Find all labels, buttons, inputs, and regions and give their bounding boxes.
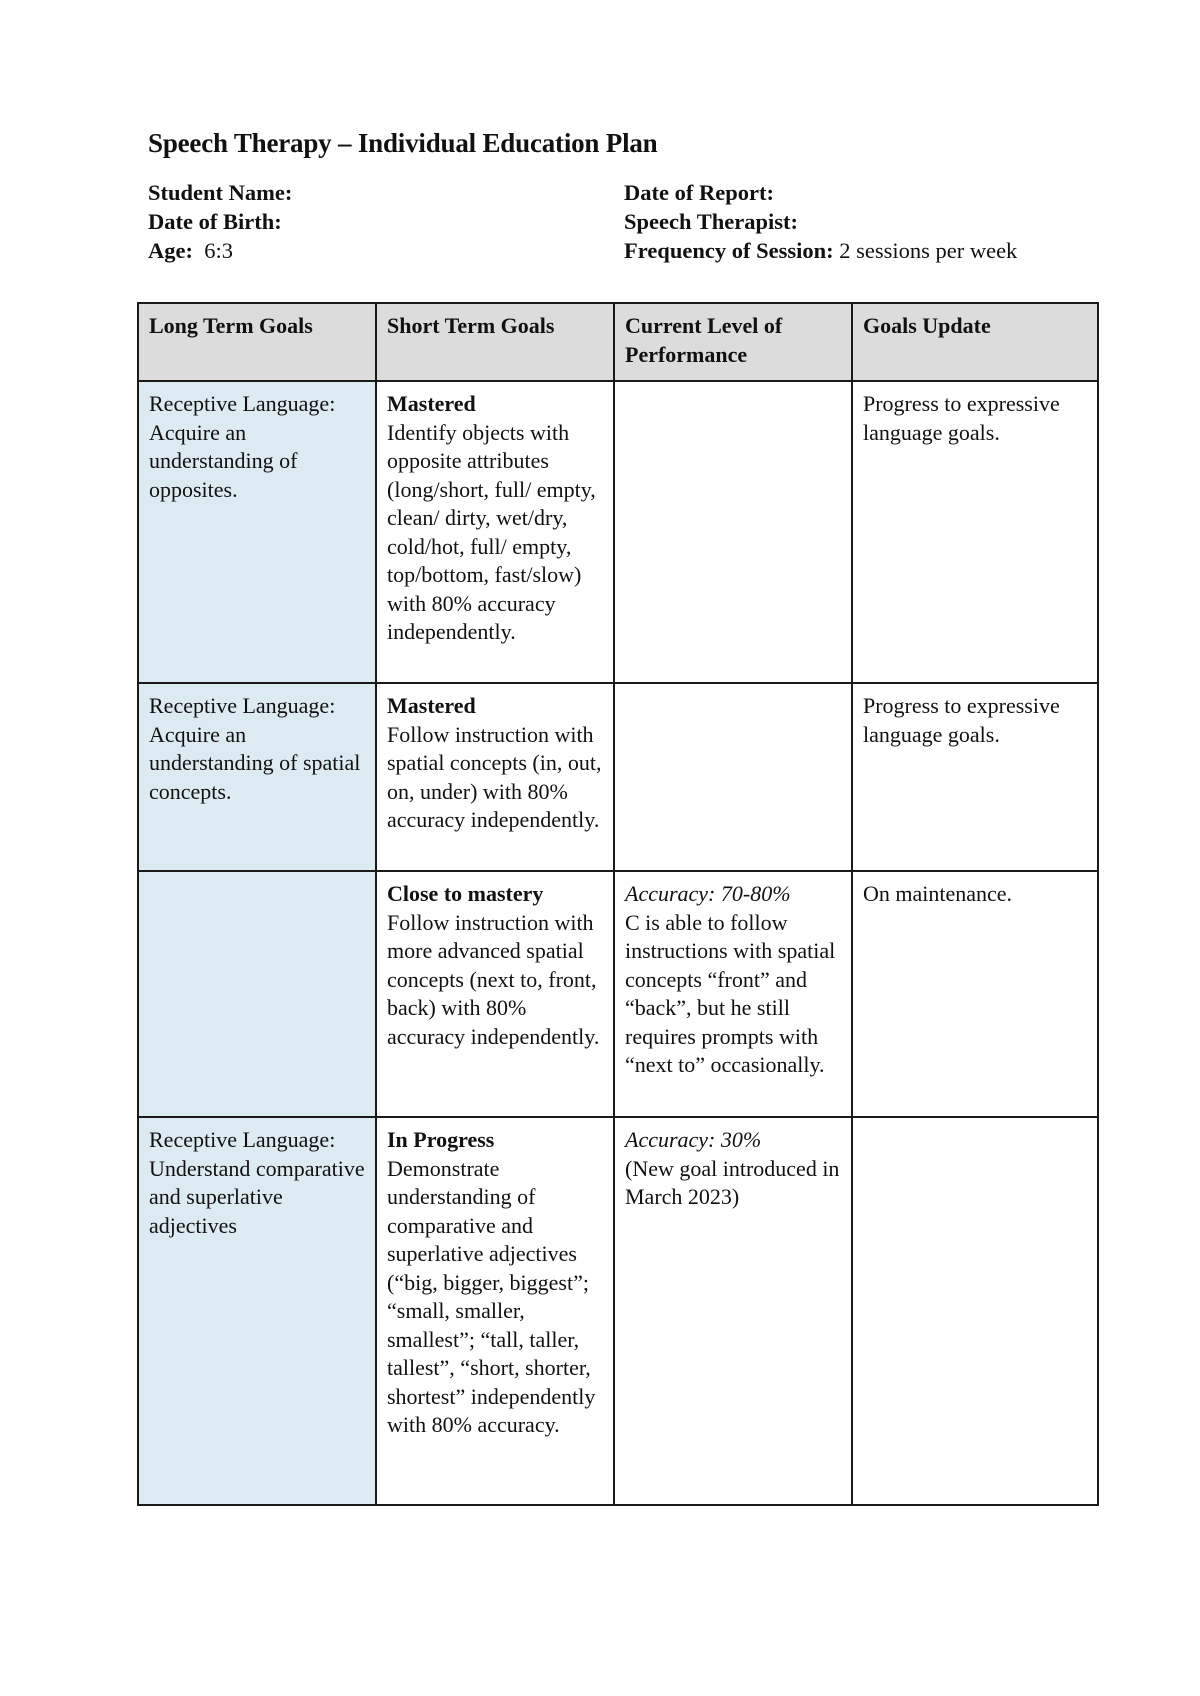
student-name-label: Student Name: (148, 180, 293, 205)
table-header-row (138, 303, 1098, 381)
frequency-label: Frequency of Session: (624, 238, 834, 263)
age-row (148, 236, 292, 265)
frequency-value: 2 sessions per week (839, 238, 1018, 263)
age-value: 6:3 (204, 238, 233, 263)
table-row (138, 1117, 1098, 1505)
performance-text: C is able to follow instructions with spatial concepts “front” and “back”, but he still requires prompts with “next to” occasionally. (625, 909, 836, 1077)
goals-update-cell (852, 1117, 1098, 1505)
frequency-row (624, 236, 1017, 265)
document-title: Speech Therapy – Individual Education Plan (148, 128, 658, 158)
short-term-goal-text: Follow instruction with more advanced spatial concepts (next to, front, back) with 80% accuracy independently. (387, 909, 600, 1049)
goals-table (137, 302, 1099, 1506)
short-term-goal-cell (376, 381, 614, 683)
short-term-goal-cell (376, 1117, 614, 1505)
therapist-label: Speech Therapist: (624, 209, 798, 234)
goals-update-cell: Progress to expressive language goals. (852, 683, 1098, 871)
goal-status: Mastered (387, 391, 476, 416)
goal-status: In Progress (387, 1127, 495, 1152)
short-term-goal-text: Follow instruction with spatial concepts (in, out, on, under) with 80% accuracy independently. (387, 721, 602, 832)
short-term-goal-cell (376, 871, 614, 1117)
performance-cell (614, 871, 852, 1117)
long-term-goal-cell: Receptive Language: Understand comparative and superlative adjectives (138, 1117, 376, 1505)
accuracy-text: Accuracy: 70-80% (625, 881, 791, 906)
table-row (138, 381, 1098, 683)
short-term-goal-text: Demonstrate understanding of comparative and superlative adjectives (“big, bigger, biggest”; “small, smaller, smallest”; “tall, taller, tallest”, “short, shorter, shortest” independently with 80% accuracy. (387, 1155, 596, 1437)
performance-cell (614, 1117, 852, 1505)
report-info (624, 178, 1017, 265)
header-current-level: Current Level of Performance (614, 303, 852, 381)
long-term-goal-cell (138, 871, 376, 1117)
performance-cell (614, 683, 852, 871)
table-row (138, 683, 1098, 871)
dob-label: Date of Birth: (148, 209, 282, 234)
performance-text: (New goal introduced in March 2023) (625, 1155, 840, 1209)
dob-row (148, 207, 292, 236)
short-term-goal-text: Identify objects with opposite attributes (long/short, full/ empty, clean/ dirty, wet/dry, cold/hot, full/ empty, top/bottom, fast/slow) with 80% accuracy independently. (387, 419, 596, 644)
short-term-goal-cell (376, 683, 614, 871)
header-long-term-goals: Long Term Goals (138, 303, 376, 381)
long-term-goal-cell: Receptive Language: Acquire an understanding of spatial concepts. (138, 683, 376, 871)
goal-status: Close to mastery (387, 881, 544, 906)
goals-update-cell: On maintenance. (852, 871, 1098, 1117)
performance-cell (614, 381, 852, 683)
report-date-label: Date of Report: (624, 180, 774, 205)
age-label: Age: (148, 238, 193, 263)
goal-status: Mastered (387, 693, 476, 718)
table-row (138, 871, 1098, 1117)
goals-update-cell: Progress to expressive language goals. (852, 381, 1098, 683)
student-name-row (148, 178, 292, 207)
student-info (148, 178, 292, 265)
header-goals-update: Goals Update (852, 303, 1098, 381)
therapist-row (624, 207, 1017, 236)
long-term-goal-cell: Receptive Language: Acquire an understanding of opposites. (138, 381, 376, 683)
report-date-row (624, 178, 1017, 207)
accuracy-text: Accuracy: 30% (625, 1127, 762, 1152)
header-short-term-goals: Short Term Goals (376, 303, 614, 381)
